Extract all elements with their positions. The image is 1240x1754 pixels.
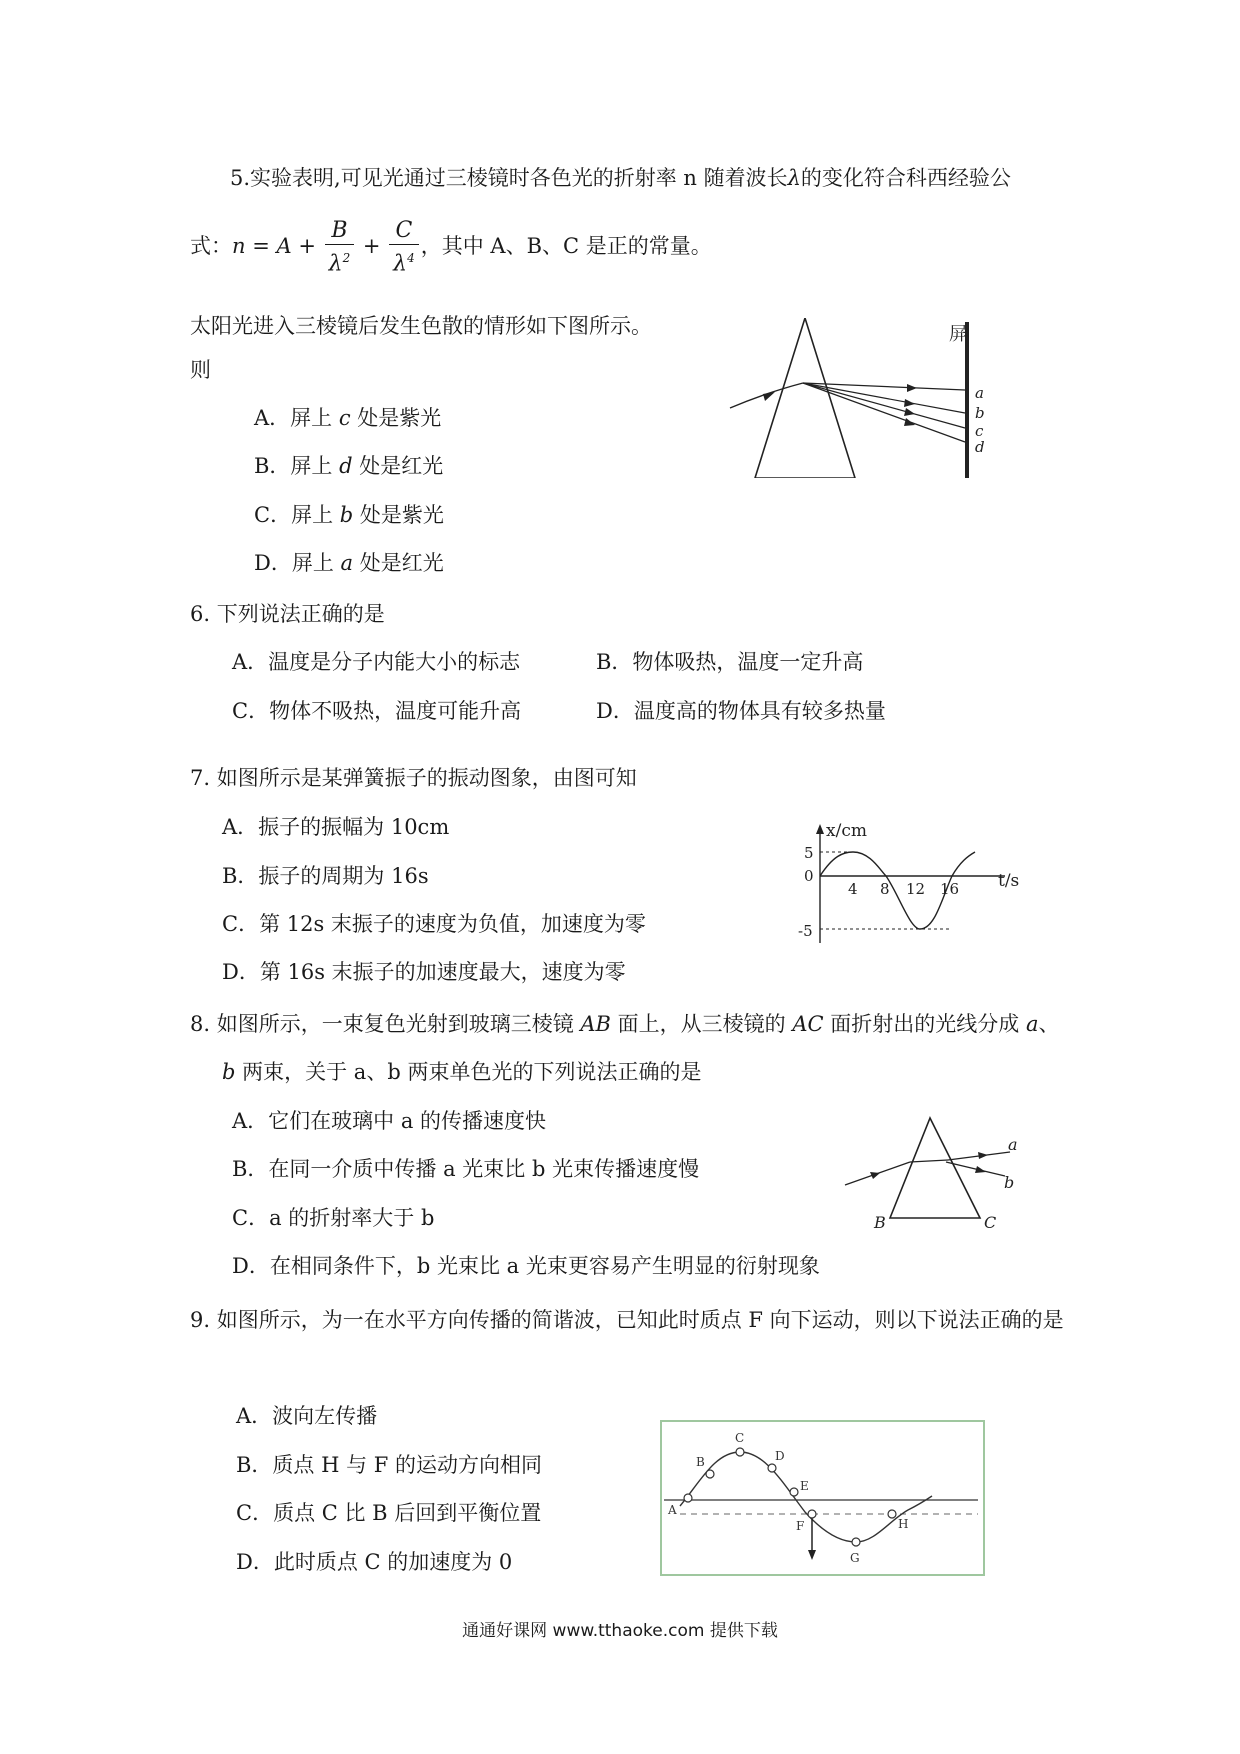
q8-option-d: D．在相同条件下，b 光束比 a 光束更容易产生明显的衍射现象 <box>232 1254 820 1278</box>
ray-c <box>803 383 965 428</box>
particle-d <box>768 1464 776 1472</box>
q7-stem: 7. 如图所示是某弹簧振子的振动图象，由图可知 <box>190 766 637 790</box>
label-b: B <box>696 1455 705 1469</box>
q9-option-a: A．波向左传播 <box>236 1404 378 1428</box>
incident-arrow <box>763 392 775 401</box>
x-tick-8: 8 <box>880 880 890 898</box>
label-g: G <box>850 1551 860 1565</box>
arrowhead <box>808 1550 816 1560</box>
screen-bar <box>965 322 969 478</box>
ray-arrowhead <box>904 418 915 426</box>
x-tick-4: 4 <box>848 880 858 898</box>
label-a: A <box>668 1503 677 1517</box>
y-tick-neg5: -5 <box>798 922 813 940</box>
y-tick-5: 5 <box>804 844 814 862</box>
q5-option-a: A．屏上 c 处是紫光 <box>254 406 442 430</box>
particle-c <box>736 1448 744 1456</box>
label-e: E <box>800 1479 809 1493</box>
q8-option-c: C．a 的折射率大于 b <box>232 1206 435 1230</box>
q9-stem: 9. 如图所示，为一在水平方向传播的简谐波，已知此时质点 F 向下运动，则以下说法正确的是 <box>190 1308 1064 1332</box>
q5-formula: 式：n = A + $\frac{B}{\lambda^2}$ + $\frac{C}{\lambda^4}$ ，其中 A、B、C 是正的常量。 <box>190 217 712 277</box>
q6-option-b: B．物体吸热，温度一定升高 <box>596 650 864 674</box>
q5-stem-line1: 5.实验表明,可见光通过三棱镜时各色光的折射率 n 随着波长λ的变化符合科西经验公 <box>230 166 1011 190</box>
prism-triangle <box>755 318 855 478</box>
label-d: d <box>975 438 985 456</box>
q8-option-b: B．在同一介质中传播 a 光束比 b 光束传播速度慢 <box>232 1157 700 1181</box>
q5-option-b: B．屏上 d 处是红光 <box>254 454 444 478</box>
q7-option-b: B．振子的周期为 16s <box>222 864 429 888</box>
particle-b <box>706 1470 714 1478</box>
fraction-b-over-lambda2: $\frac{B}{\lambda^2}$ <box>325 218 355 277</box>
footer-credit: 通通好课网 www.tthaoke.com 提供下载 <box>462 1621 778 1641</box>
oscillation-graph <box>790 818 1050 948</box>
q9-option-d: D．此时质点 C 的加速度为 0 <box>236 1550 513 1574</box>
q6-option-c: C．物体不吸热，温度可能升高 <box>232 699 522 723</box>
q5-stem-line3: 太阳光进入三棱镜后发生色散的情形如下图所示。 <box>190 314 652 338</box>
label-h: H <box>898 1517 909 1531</box>
particle-f <box>808 1510 816 1518</box>
wave-figure <box>660 1420 985 1576</box>
ray-arrowhead <box>907 384 917 392</box>
label-a: a <box>1008 1135 1018 1154</box>
x-tick-12: 12 <box>906 880 926 898</box>
ray-b <box>803 383 965 413</box>
label-a: a <box>975 384 984 402</box>
q6-stem: 6. 下列说法正确的是 <box>190 602 385 626</box>
q7-option-a: A．振子的振幅为 10cm <box>222 815 450 839</box>
x-axis-label: t/s <box>998 871 1020 891</box>
q8-stem-line1: 8. 如图所示，一束复色光射到玻璃三棱镜 AB 面上，从三棱镜的 AC 面折射出的光线分成 a、 <box>190 1012 1060 1036</box>
x-axis-arrow <box>816 824 824 834</box>
screen-label: 屏 <box>949 324 967 345</box>
ray-arrowhead <box>975 1166 986 1173</box>
q8-stem-line2: b 两束，关于 a、b 两束单色光的下列说法正确的是 <box>222 1060 702 1084</box>
prism-dispersion-figure <box>725 318 1005 478</box>
x-tick-16: 16 <box>940 880 960 898</box>
prism-split-figure <box>840 1110 1040 1230</box>
label-f: F <box>796 1519 805 1533</box>
wave-curve <box>680 1452 932 1542</box>
q5-stem-line4: 则 <box>190 358 211 382</box>
inner-ray <box>910 1160 948 1162</box>
q6-option-d: D．温度高的物体具有较多热量 <box>596 699 886 723</box>
q9-option-b: B．质点 H 与 F 的运动方向相同 <box>236 1453 543 1477</box>
particle-a <box>684 1494 692 1502</box>
label-c: C <box>735 1431 745 1445</box>
q5-option-d: D．屏上 a 处是红光 <box>254 551 444 575</box>
y-axis-label: x/cm <box>826 821 867 841</box>
particle-g <box>852 1538 860 1546</box>
q7-option-c: C．第 12s 末振子的速度为负值，加速度为零 <box>222 912 646 936</box>
label-b: b <box>975 404 985 422</box>
incident-arrow <box>870 1172 880 1179</box>
q9-option-c: C．质点 C 比 B 后回到平衡位置 <box>236 1501 542 1525</box>
label-c: c <box>975 422 984 440</box>
lambda-symbol: λ <box>787 166 801 190</box>
particle-h <box>888 1510 896 1518</box>
ray-d <box>803 383 965 442</box>
vertex-c: C <box>984 1213 997 1230</box>
figure-border <box>661 1421 984 1575</box>
q8-option-a: A．它们在玻璃中 a 的传播速度快 <box>232 1109 547 1133</box>
q7-option-d: D．第 16s 末振子的加速度最大，速度为零 <box>222 960 626 984</box>
fraction-c-over-lambda4: $\frac{C}{\lambda^4}$ <box>389 218 419 277</box>
particle-e <box>790 1488 798 1496</box>
label-d: D <box>775 1449 785 1463</box>
ray-arrowhead <box>904 408 915 416</box>
label-b: b <box>1004 1173 1015 1192</box>
vertex-b: B <box>874 1213 886 1230</box>
q5-option-c: C．屏上 b 处是紫光 <box>254 503 444 527</box>
q6-option-a: A．温度是分子内能大小的标志 <box>232 650 521 674</box>
ray-arrowhead <box>978 1152 988 1159</box>
prism-triangle <box>890 1118 980 1218</box>
y-tick-0: 0 <box>804 867 814 885</box>
